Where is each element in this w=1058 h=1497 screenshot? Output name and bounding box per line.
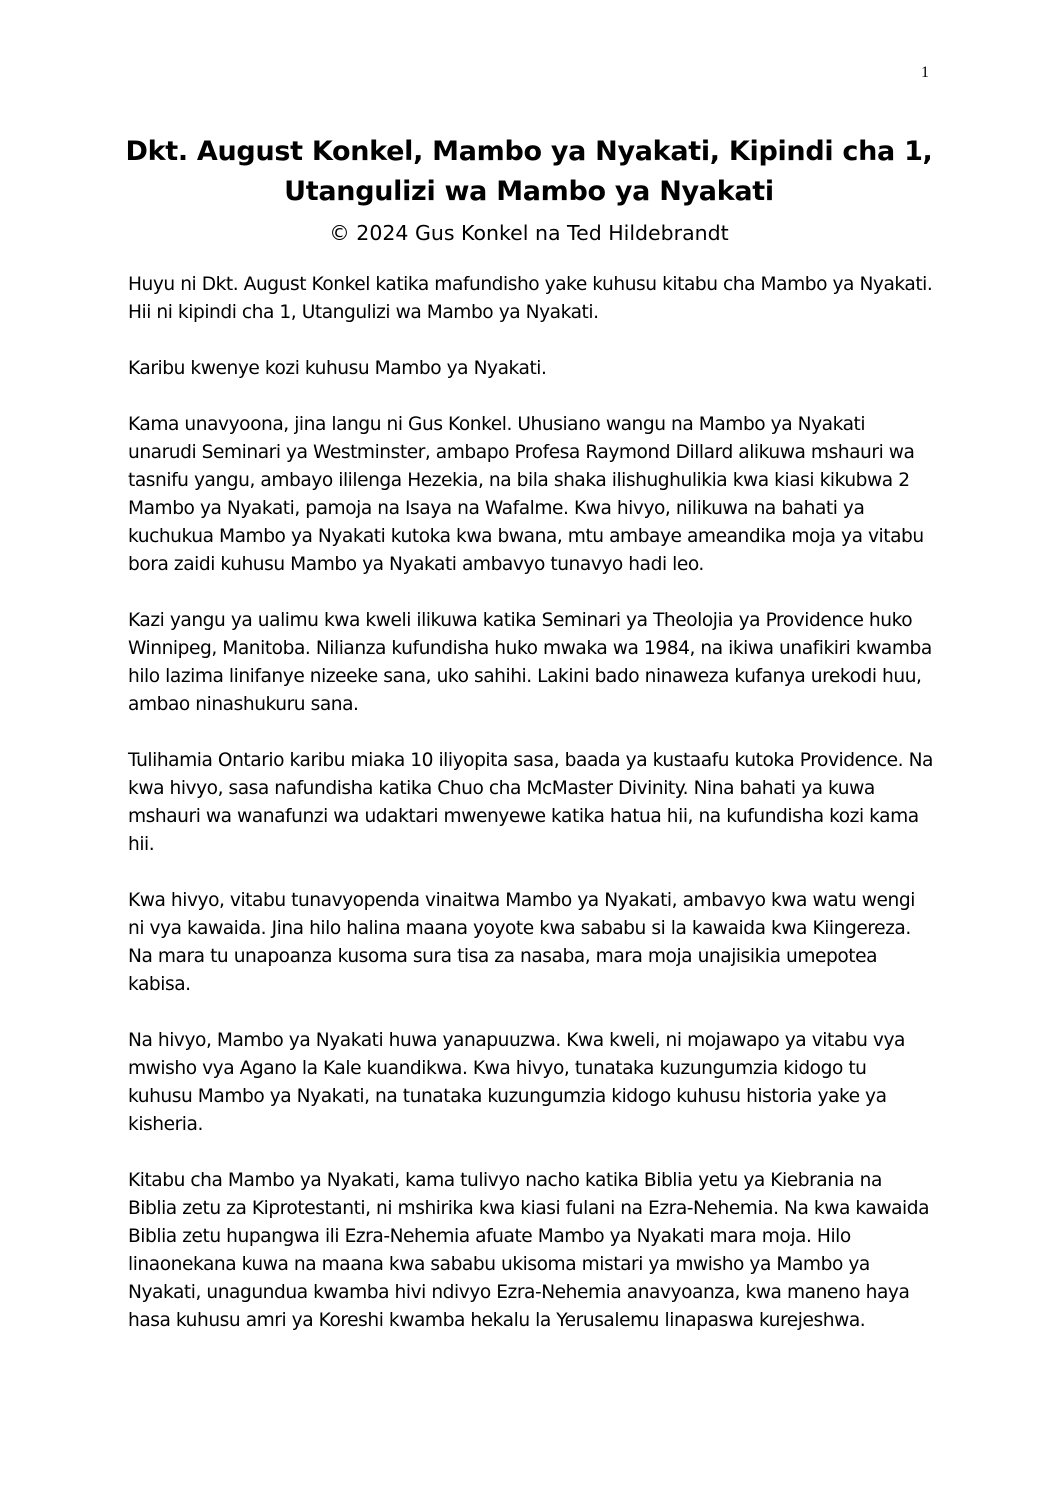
paragraph: Huyu ni Dkt. August Konkel katika mafundisho yake kuhusu kitabu cha Mambo ya Nyakati. Hii ni kipindi cha 1, Utangulizi wa Mambo ya Nyakati. [128, 274, 933, 323]
document-title [60, 132, 998, 212]
paragraph: Tulihamia Ontario karibu miaka 10 iliyopita sasa, baada ya kustaafu kutoka Providence. Na kwa hivyo, sasa nafundisha katika Chuo cha McMaster Divinity. Nina bahati ya kuwa mshauri wa wanafunzi wa udaktari mwenyewe katika hatua hii, na kufundisha kozi kama hii. [128, 750, 933, 855]
paragraph: Na hivyo, Mambo ya Nyakati huwa yanapuuzwa. Kwa kweli, ni mojawapo ya vitabu vya mwisho vya Agano la Kale kuandikwa. Kwa hivyo, tunataka kuzungumzia kidogo tu kuhusu Mambo ya Nyakati, na tunataka kuzungumzia kidogo kuhusu historia yake ya kisheria. [128, 1030, 905, 1135]
paragraph: Kazi yangu ya ualimu kwa kweli ilikuwa katika Seminari ya Theolojia ya Providence huko Winnipeg, Manitoba. Nilianza kufundisha huko mwaka wa 1984, na ikiwa unafikiri kwamba hilo lazima linifanye nizeeke sana, uko sahihi. Lakini bado ninaweza kufanya urekodi huu, ambao ninashukuru sana. [128, 610, 932, 715]
paragraph: Kwa hivyo, vitabu tunavyopenda vinaitwa Mambo ya Nyakati, ambavyo kwa watu wengi ni vya kawaida. Jina hilo halina maana yoyote kwa sababu si la kawaida kwa Kiingereza. Na mara tu unapoanza kusoma sura tisa za nasaba, mara moja unajisikia umepotea kabisa. [128, 890, 915, 995]
title-line-1: Dkt. August Konkel, Mambo ya Nyakati, Kipindi cha 1, [125, 136, 933, 167]
title-line-2: Utangulizi wa Mambo ya Nyakati [284, 176, 774, 207]
paragraph: Kitabu cha Mambo ya Nyakati, kama tulivyo nacho katika Biblia yetu ya Kiebrania na Biblia zetu za Kiprotestanti, ni mshirika kwa kiasi fulani na Ezra-Nehemia. Na kwa kawaida Biblia zetu hupangwa ili Ezra-Nehemia afuate Mambo ya Nyakati mara moja. Hilo linaonekana kuwa na maana kwa sababu ukisoma mistari ya mwisho ya Mambo ya Nyakati, unagundua kwamba hivi ndivyo Ezra-Nehemia anavyoanza, kwa maneno haya hasa kuhusu amri ya Koreshi kwamba hekalu la Yerusalemu linapaswa kurejeshwa. [128, 1170, 930, 1331]
copyright-line: © 2024 Gus Konkel na Ted Hildebrandt [329, 221, 729, 245]
paragraph: Kama unavyoona, jina langu ni Gus Konkel. Uhusiano wangu na Mambo ya Nyakati unarudi Seminari ya Westminster, ambapo Profesa Raymond Dillard alikuwa mshauri wa tasnifu yangu, ambayo ililenga Hezekia, na bila shaka ilishughulikia kwa kiasi kikubwa 2 Mambo ya Nyakati, pamoja na Isaya na Wafalme. Kwa hivyo, nilikuwa na bahati ya kuchukua Mambo ya Nyakati kutoka kwa bwana, mtu ambaye ameandika moja ya vitabu bora zaidi kuhusu Mambo ya Nyakati ambavyo tunavyo hadi leo. [128, 414, 924, 575]
page-number: 1 [921, 64, 929, 81]
body-text [128, 271, 936, 1363]
paragraph: Karibu kwenye kozi kuhusu Mambo ya Nyakati. [128, 358, 547, 379]
